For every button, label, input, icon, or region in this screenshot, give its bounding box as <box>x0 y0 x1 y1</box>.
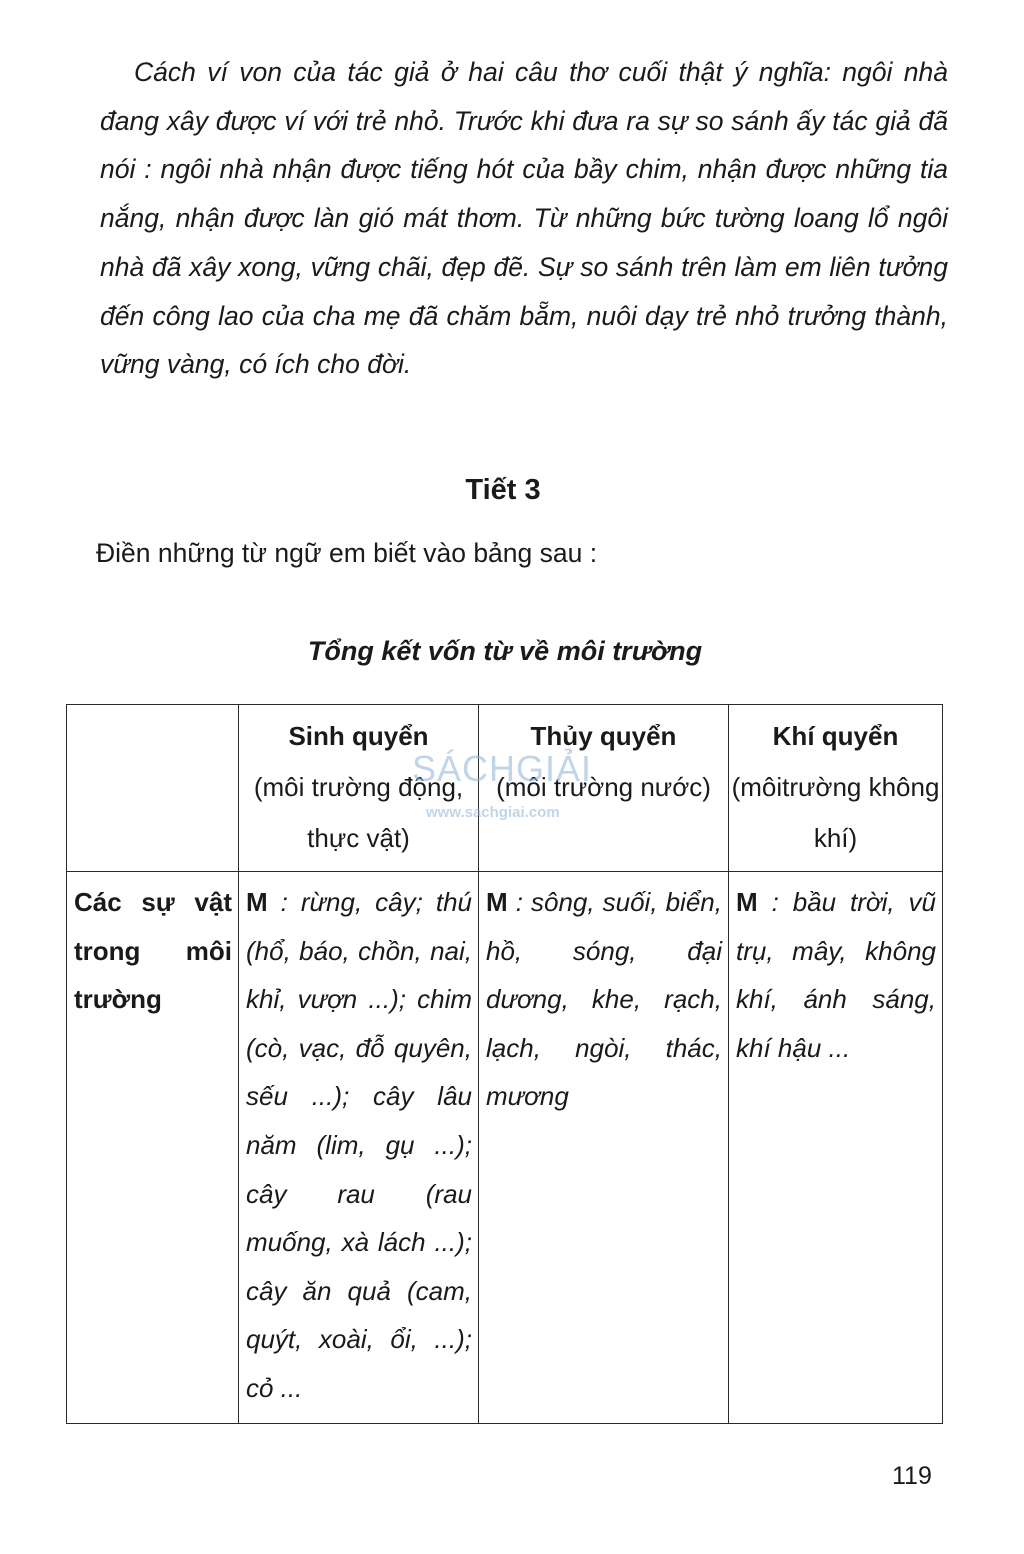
cell-text: : bầu trời, vũ trụ, mây, không khí, ánh sáng, khí hậu ... <box>736 887 936 1063</box>
example-marker: M <box>246 887 268 917</box>
cell-atmosphere <box>729 872 943 1424</box>
example-marker: M <box>736 887 758 917</box>
example-marker: M <box>486 887 508 917</box>
column-header-hydrosphere <box>479 705 729 872</box>
cell-hydrosphere <box>479 872 729 1424</box>
column-subtitle: (môi trường nước) <box>496 772 711 802</box>
row-label: Các sự vật trong môi trường <box>67 872 239 1424</box>
intro-paragraph: Cách ví von của tác giả ở hai câu thơ cuối thật ý nghĩa: ngôi nhà đang xây được ví với trẻ nhỏ. Trước khi đưa ra sự so sánh ấy tác giả đã nói : ngôi nhà nhận được tiếng hót của bầy chim, nhận được những tia nắng, nhận được làn gió mát thơm. Từ những bức tường loang lổ ngôi nhà đã xây xong, vững chãi, đẹp đẽ. Sự so sánh trên làm em liên tưởng đến công lao của cha mẹ đã chăm bẵm, nuôi dạy trẻ nhỏ trưởng thành, vững vàng, có ích cho đời. <box>100 57 948 380</box>
column-name: Sinh quyển <box>288 721 429 751</box>
vocabulary-table <box>66 704 943 1424</box>
watermark-brand: SÁCHGIẢI <box>412 748 593 789</box>
column-subtitle: (môitrường không khí) <box>731 772 940 853</box>
cell-text: : rừng, cây; thú (hổ, báo, chồn, nai, khỉ, vượn ...); chim (cò, vạc, đỗ quyên, sếu ...); cây lâu năm (lim, gụ ...); cây rau (rau muống, xà lách ...); cây ăn quả (cam, quýt, xoài, ổi, ...); cỏ ... <box>246 887 472 1403</box>
watermark-url: www.sachgiai.com <box>426 804 560 821</box>
table-title: Tổng kết vốn từ về môi trường <box>307 636 703 666</box>
section-title: Tiết 3 <box>465 474 541 506</box>
instruction-text: Điền những từ ngữ em biết vào bảng sau : <box>96 538 598 568</box>
cell-biosphere <box>239 872 479 1424</box>
column-name: Khí quyển <box>772 721 899 751</box>
table-corner-cell <box>67 705 239 872</box>
column-name: Thủy quyển <box>530 721 677 751</box>
table-row <box>67 872 943 1424</box>
cell-text: : sông, suối, biển, hồ, sóng, đại dương, khe, rạch, lạch, ngòi, thác, mương <box>486 887 722 1112</box>
page-number: 119 <box>892 1462 932 1490</box>
column-subtitle: (môi trường động, thực vật) <box>253 772 464 853</box>
table-header-row <box>67 705 943 872</box>
column-header-biosphere <box>239 705 479 872</box>
column-header-atmosphere <box>729 705 943 872</box>
